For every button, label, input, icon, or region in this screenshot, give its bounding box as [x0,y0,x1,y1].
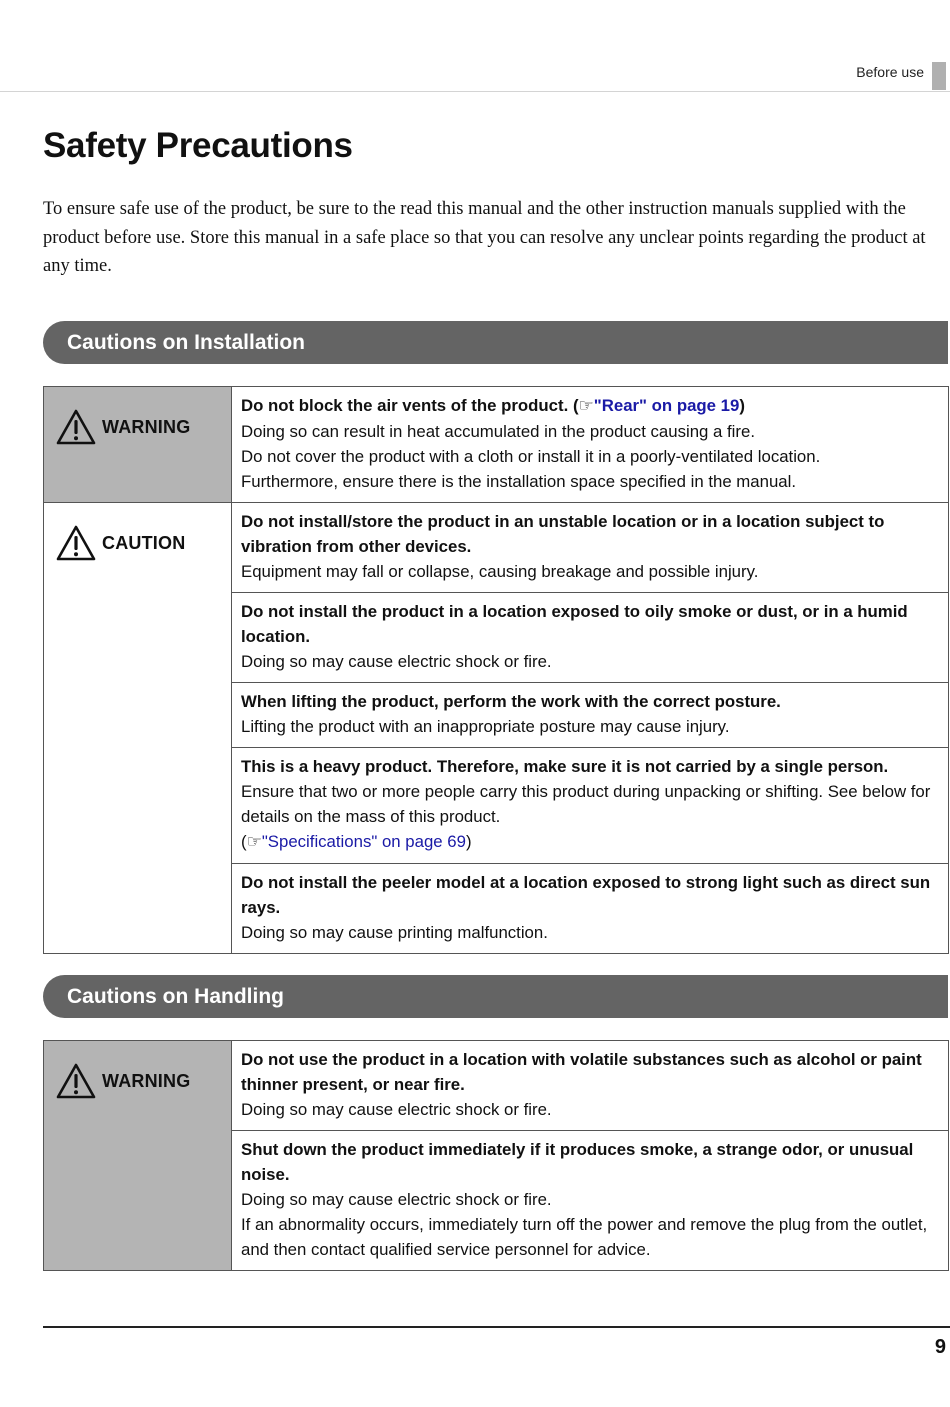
reference-hand-icon: ☞ [578,396,594,416]
installation-cautions-table [43,386,949,954]
section-heading-installation: Cautions on Installation [43,321,948,364]
item-body: Doing so may cause printing malfunction. [241,923,548,942]
table-row [44,503,949,593]
item-title: Do not use the product in a location with volatile substances such as alcohol or paint thinner present, or near fire. [241,1050,922,1094]
ref-open: ( [241,832,247,851]
caution-label: CAUTION [102,532,186,553]
item-title: Shut down the product immediately if it produces smoke, a strange odor, or unusual noise. [241,1140,914,1184]
specifications-page-link[interactable]: "Specifications" on page 69 [261,832,466,851]
item-body: Lifting the product with an inappropriate posture may cause injury. [241,717,730,736]
table-row [44,1041,949,1131]
footer-divider [43,1326,950,1328]
item-title: When lifting the product, perform the work with the correct posture. [241,692,781,711]
header-thumb-tab [932,62,946,90]
warning-triangle-icon [56,409,96,445]
running-header-label: Before use [856,64,924,80]
reference-hand-icon: ☞ [246,832,262,852]
item-body: If an abnormality occurs, immediately turn off the power and remove the plug from the outlet, and then contact qualified service personnel for advice. [241,1215,928,1259]
item-body: Doing so may cause electric shock or fire. [241,1100,552,1119]
warning-item-air-vents [232,387,949,503]
warning-triangle-icon [56,1063,96,1099]
warning-item [232,1131,949,1271]
table-row [44,387,949,503]
item-title: Do not block the air vents of the product. [241,396,569,415]
item-body: Doing so may cause electric shock or fire. [241,652,552,671]
caution-triangle-icon [56,525,96,561]
item-title: Do not install/store the product in an unstable location or in a location subject to vibration from other devices. [241,512,885,556]
item-body-line: Furthermore, ensure there is the installation space specified in the manual. [241,472,797,491]
rear-page-link[interactable]: "Rear" on page 19 [593,396,740,415]
item-body: Ensure that two or more people carry this product during unpacking or shifting. See below for details on the mass of this product. [241,782,931,826]
item-body-line: Doing so can result in heat accumulated in the product causing a fire. [241,422,755,441]
header-divider [0,91,950,92]
handling-cautions-table [43,1040,949,1271]
item-title: This is a heavy product. Therefore, make sure it is not carried by a single person. [241,757,889,776]
page-title: Safety Precautions [43,126,353,165]
caution-item [232,683,949,748]
item-body: Equipment may fall or collapse, causing breakage and possible injury. [241,562,759,581]
warning-label: WARNING [102,416,191,437]
ref-close: ) [739,396,745,415]
ref-open: ( [572,396,579,415]
warning-level-cell [44,387,232,503]
item-body-line: Do not cover the product with a cloth or install it in a poorly-ventilated location. [241,447,821,466]
page-number: 9 [934,1336,946,1358]
item-title: Do not install the peeler model at a location exposed to strong light such as direct sun rays. [241,873,931,917]
ref-close: ) [465,832,472,851]
item-title: Do not install the product in a location exposed to oily smoke or dust, or in a humid location. [241,602,908,646]
caution-item [232,503,949,593]
caution-level-cell [44,503,232,954]
warning-item [232,1041,949,1131]
warning-level-cell [44,1041,232,1271]
warning-label: WARNING [102,1070,191,1091]
section-heading-handling: Cautions on Handling [43,975,948,1018]
caution-item [232,864,949,954]
item-body: Doing so may cause electric shock or fire. [241,1190,552,1209]
caution-item [232,748,949,864]
caution-item [232,593,949,683]
intro-paragraph: To ensure safe use of the product, be sure to the read this manual and the other instruction manuals supplied with the product before use. Store this manual in a safe place so that you can resolve any unclear points regarding the product at any time. [43,199,926,276]
